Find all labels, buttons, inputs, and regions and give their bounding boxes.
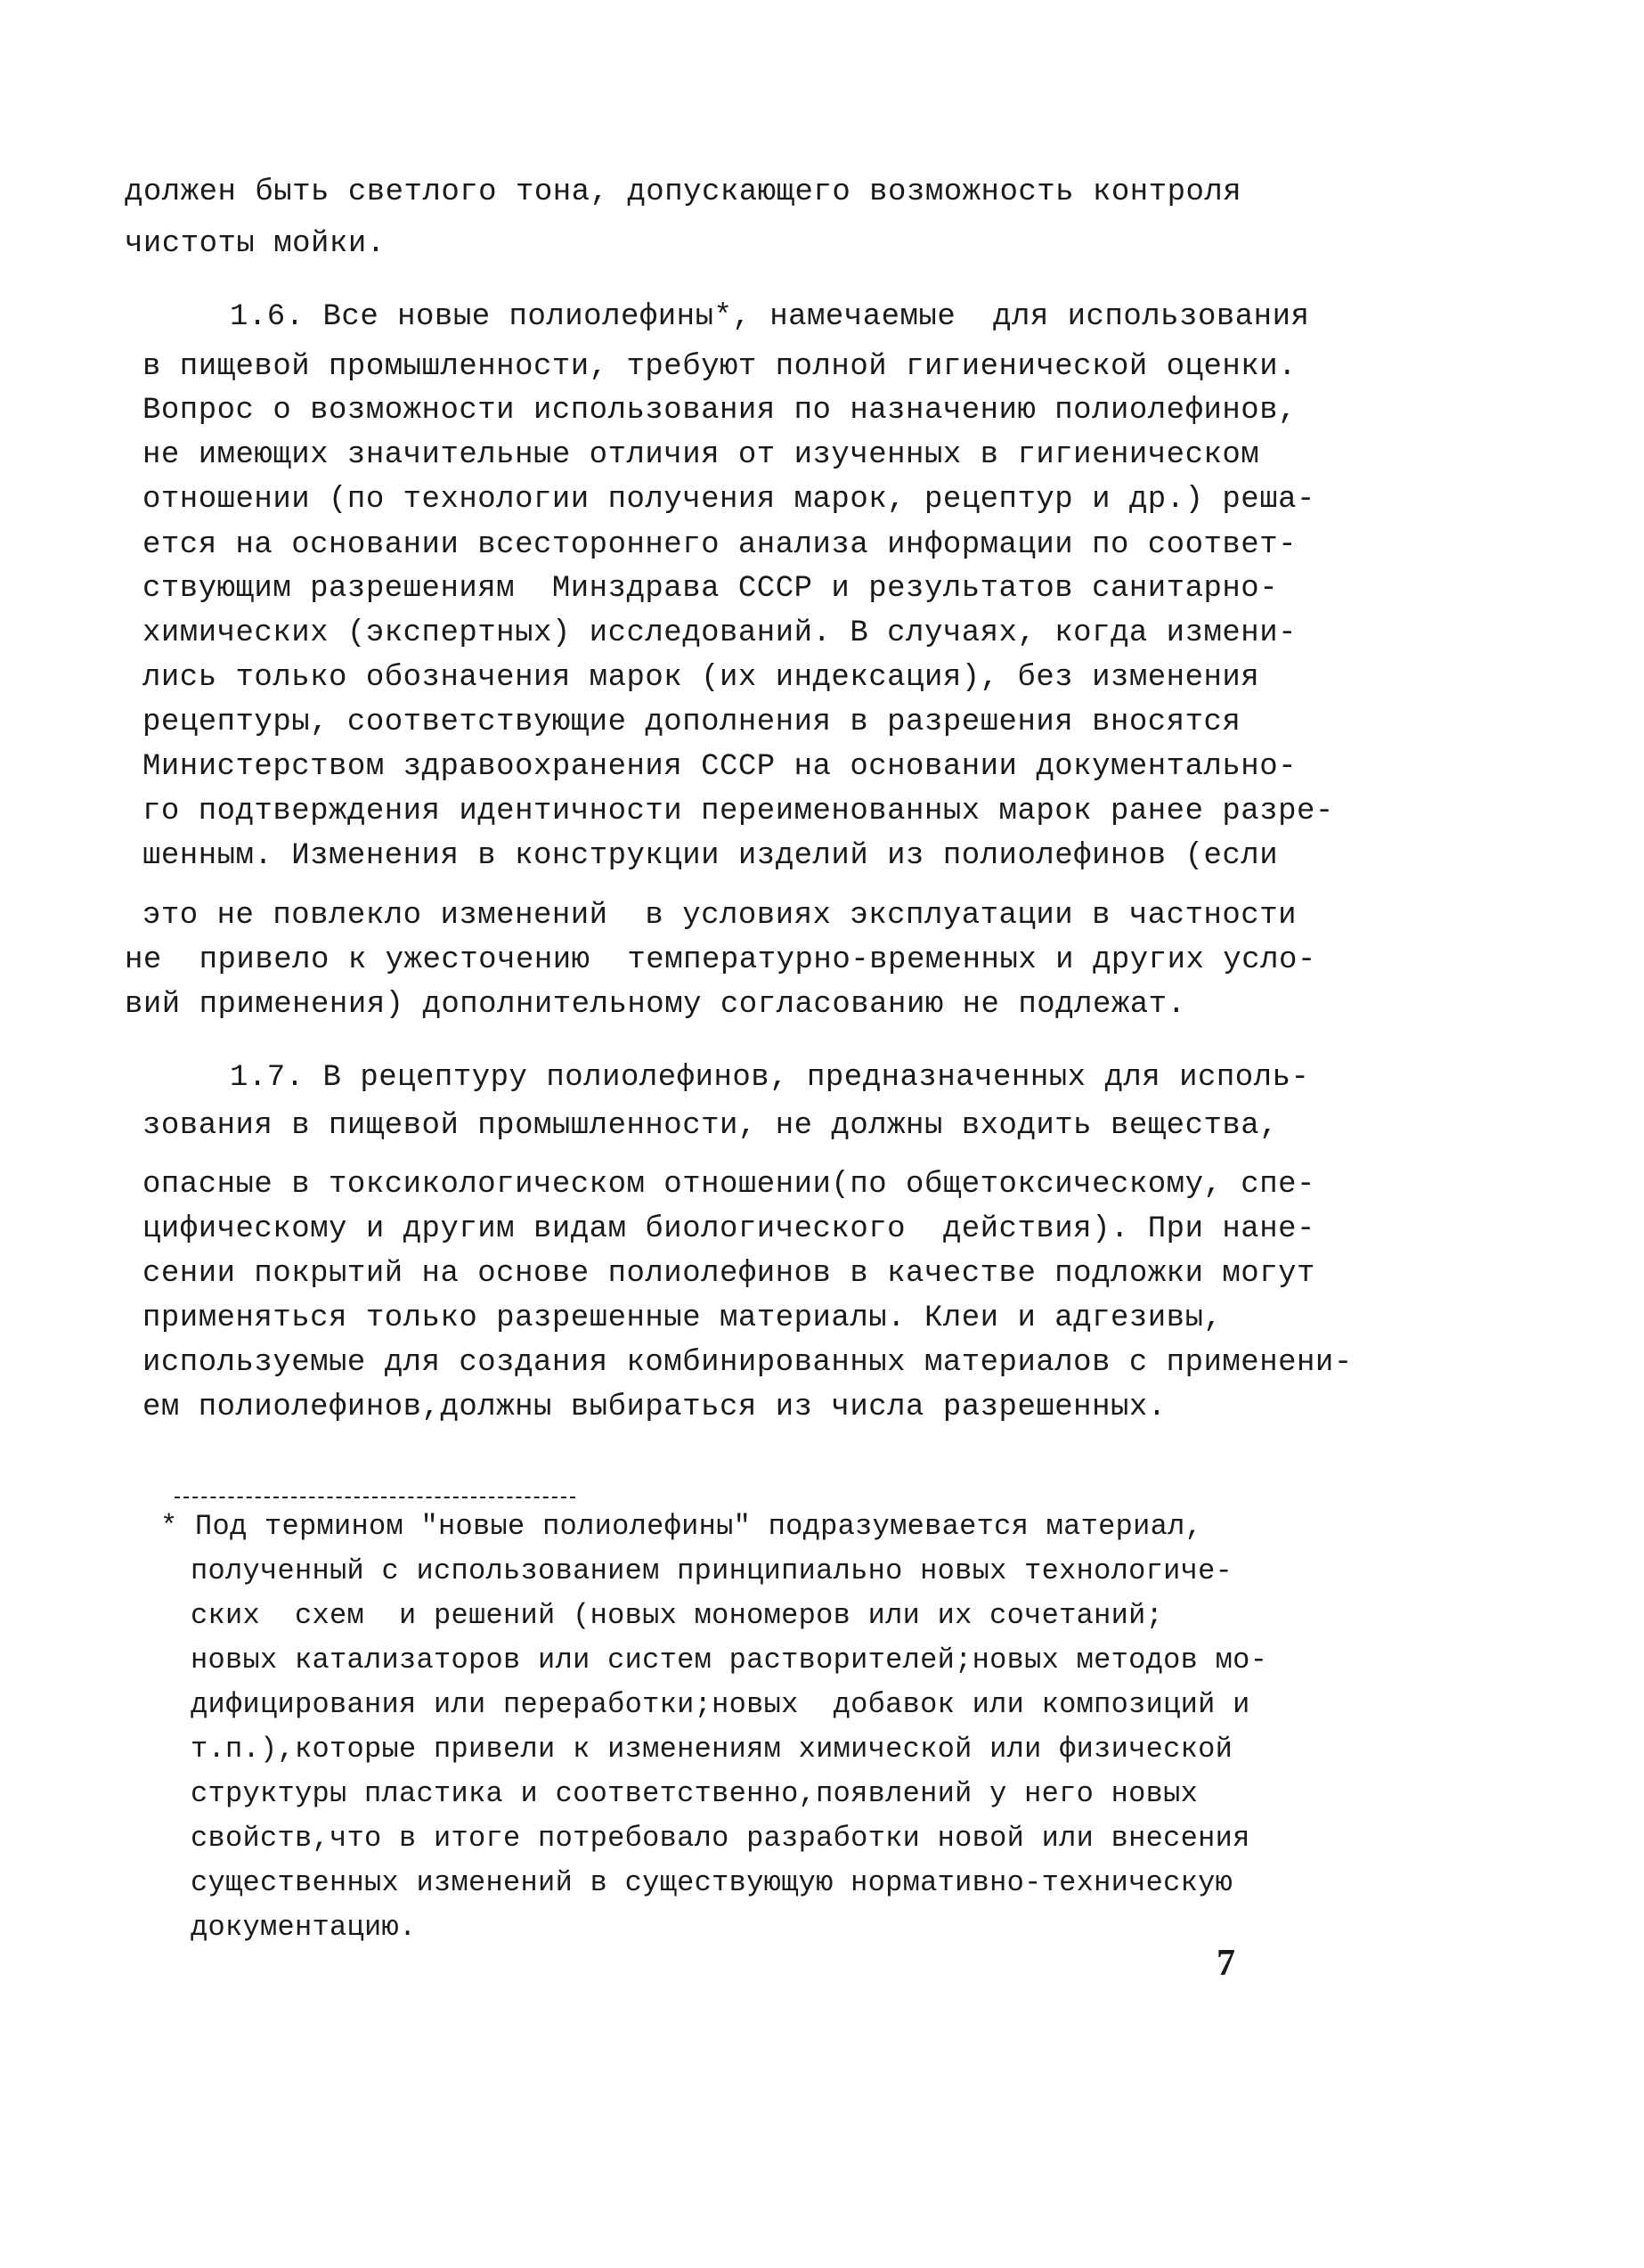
text-line: отношении (по технологии получения марок, рецептур и др.) реша- [142, 483, 1315, 517]
footnote-separator [175, 1497, 575, 1498]
text-line: Министерством здравоохранения СССР на основании документально- [142, 750, 1298, 784]
text-line: химических (экспертных) исследований. В случаях, когда измени- [142, 616, 1298, 650]
footnote-line: свойств,что в итоге потребовало разработки новой или внесения [191, 1822, 1250, 1855]
footnote-line: новых катализаторов или систем растворителей;новых методов мо- [191, 1644, 1268, 1677]
page-number: 7 [1217, 1943, 1235, 1984]
footnote-line: * Под термином "новые полиолефины" подразумевается материал, [160, 1510, 1203, 1543]
text-line: цифическому и другим видам биологического действия). При нане- [142, 1212, 1315, 1246]
text-line: в пищевой промышленности, требуют полной гигиенической оценки. [142, 350, 1298, 384]
text-line: используемые для создания комбинированных материалов с применени- [142, 1346, 1353, 1380]
text-line: 1.6. Все новые полиолефины*, намечаемые для использования [230, 300, 1310, 334]
text-line: Вопрос о возможности использования по назначению полиолефинов, [142, 394, 1298, 428]
text-line: ем полиолефинов,должны выбираться из числа разрешенных. [142, 1391, 1167, 1424]
text-line: это не повлекло изменений в условиях эксплуатации в частности [142, 899, 1298, 933]
text-line: опасные в токсикологическом отношении(по общетоксическому, спе- [142, 1168, 1315, 1202]
text-line: го подтверждения идентичности переименованных марок ранее разре- [142, 795, 1334, 828]
text-line: рецептуры, соответствующие дополнения в разрешения вносятся [142, 706, 1241, 739]
text-line: шенным. Изменения в конструкции изделий из полиолефинов (если [142, 839, 1279, 873]
text-line: сении покрытий на основе полиолефинов в качестве подложки могут [142, 1257, 1315, 1291]
footnote-line: существенных изменений в существующую нормативно-техническую [191, 1866, 1233, 1899]
text-line: ствующим разрешениям Минздрава СССР и результатов санитарно- [142, 572, 1279, 606]
footnote-line: полученный с использованием принципиально новых технологиче- [191, 1554, 1233, 1587]
text-line: 1.7. В рецептуру полиолефинов, предназначенных для исполь- [230, 1061, 1310, 1095]
text-line: лись только обозначения марок (их индексация), без изменения [142, 661, 1260, 695]
footnote-line: дифицирования или переработки;новых добавок или композиций и [191, 1688, 1250, 1721]
text-line: вий применения) дополнительному согласованию не подлежат. [125, 988, 1186, 1022]
footnote-line: документацию. [191, 1911, 417, 1944]
text-line: зования в пищевой промышленности, не должны входить вещества, [142, 1109, 1279, 1143]
text-line: ется на основании всестороннего анализа информации по соответ- [142, 528, 1298, 562]
text-line: не имеющих значительные отличия от изученных в гигиеническом [142, 438, 1260, 472]
text-line: чистоты мойки. [125, 227, 386, 261]
text-line: применяться только разрешенные материалы. Клеи и адгезивы, [142, 1301, 1223, 1335]
footnote-line: ских схем и решений (новых мономеров или их сочетаний; [191, 1599, 1164, 1632]
text-line: не привело к ужесточению температурно-временных и других усло- [125, 943, 1316, 977]
text-line: должен быть светлого тона, допускающего возможность контроля [125, 175, 1242, 209]
footnote-line: т.п.),которые привели к изменениям химической или физической [191, 1733, 1233, 1766]
footnote-line: структуры пластика и соответственно,появлений у него новых [191, 1777, 1199, 1810]
